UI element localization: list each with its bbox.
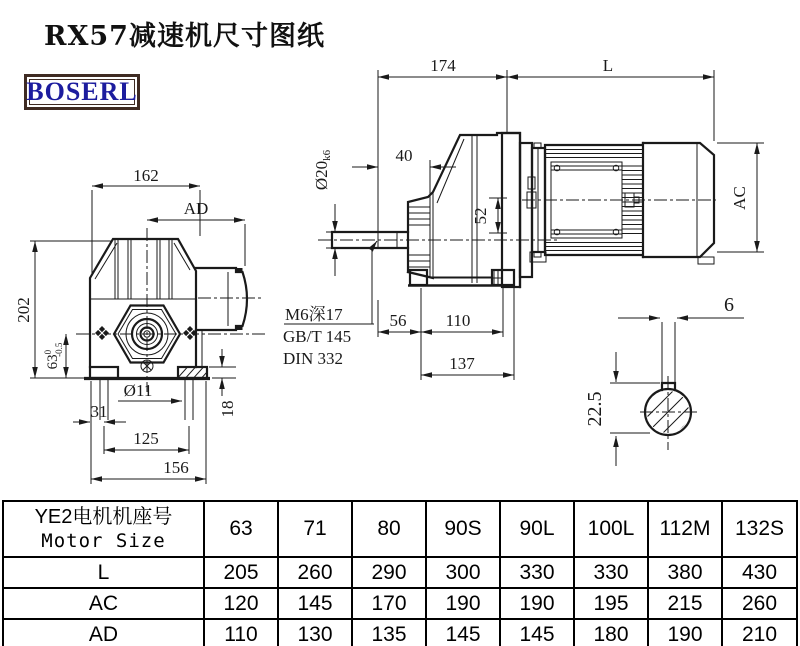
side-view-dimensions	[283, 56, 764, 380]
dim-137: 137	[449, 354, 475, 373]
note-din: DIN 332	[283, 349, 343, 368]
dim-18: 18	[218, 400, 237, 418]
dim-AC: AC	[730, 186, 749, 210]
logo-text: BOSERL	[26, 77, 138, 106]
front-view-drawing	[14, 166, 266, 484]
dim-110: 110	[445, 311, 471, 330]
dim-202: 202	[14, 297, 33, 323]
shaft-section-detail	[584, 294, 744, 466]
table-header-row	[3, 501, 797, 557]
dim-156: 156	[163, 458, 189, 477]
dim-6: 6	[724, 294, 734, 316]
col-112M: 112M	[648, 501, 722, 557]
dim-162: 162	[133, 166, 159, 185]
cell-L-132S: 430	[722, 557, 797, 588]
dim-31: 31	[90, 402, 108, 421]
cell-L-80: 290	[352, 557, 426, 588]
cell-AC-80: 170	[352, 588, 426, 619]
cell-AC-71: 145	[278, 588, 352, 619]
table-row-AD	[3, 619, 797, 646]
dim-125: 125	[133, 429, 159, 448]
dim-dia11: Ø11	[123, 381, 153, 400]
bolt-left	[95, 326, 109, 340]
dim-shaft: Ø20k6	[312, 149, 333, 191]
motor-size-table	[2, 500, 798, 646]
col-71: 71	[278, 501, 352, 557]
table-header-en: Motor Size	[41, 529, 166, 552]
cell-AD-63: 110	[204, 619, 278, 646]
cell-AC-90S: 190	[426, 588, 500, 619]
dim-63: $63^0-0.5$	[43, 342, 64, 370]
dim-174: 174	[430, 56, 456, 75]
dim-56: 56	[389, 311, 407, 330]
row-label-AC: AC	[3, 588, 204, 619]
cell-AD-90S: 145	[426, 619, 500, 646]
cell-AC-132S: 260	[722, 588, 797, 619]
col-90S: 90S	[426, 501, 500, 557]
cell-L-90S: 300	[426, 557, 500, 588]
cell-AD-80: 135	[352, 619, 426, 646]
cell-AD-112M: 190	[648, 619, 722, 646]
page-title: RX57减速机尺寸图纸	[44, 21, 325, 52]
row-label-AD: AD	[3, 619, 204, 646]
dim-52: 52	[471, 207, 490, 225]
cell-L-63: 205	[204, 557, 278, 588]
cell-L-71: 260	[278, 557, 352, 588]
cell-AC-100L: 195	[574, 588, 648, 619]
dim-40: 40	[395, 146, 413, 165]
col-63: 63	[204, 501, 278, 557]
table-header-cn: YE2电机机座号	[34, 505, 173, 528]
row-label-L: L	[3, 557, 204, 588]
cell-AC-90L: 190	[500, 588, 574, 619]
dim-22-5: 22.5	[584, 391, 606, 427]
col-90L: 90L	[500, 501, 574, 557]
cell-AD-100L: 180	[574, 619, 648, 646]
cell-AD-132S: 210	[722, 619, 797, 646]
cell-L-112M: 380	[648, 557, 722, 588]
col-80: 80	[352, 501, 426, 557]
front-view-dimensions	[14, 166, 245, 484]
key-detail-dimensions	[584, 294, 744, 466]
note-m6: M6深17	[285, 305, 343, 324]
table-row-AC	[3, 588, 797, 619]
cell-L-100L: 330	[574, 557, 648, 588]
table-row-L	[3, 557, 797, 588]
col-132S: 132S	[722, 501, 797, 557]
col-100L: 100L	[574, 501, 648, 557]
cell-L-90L: 330	[500, 557, 574, 588]
cell-AC-63: 120	[204, 588, 278, 619]
cell-AD-71: 130	[278, 619, 352, 646]
note-gbt: GB/T 145	[283, 327, 352, 346]
cell-AD-90L: 145	[500, 619, 574, 646]
dim-AD: AD	[183, 199, 209, 218]
cell-AC-112M: 215	[648, 588, 722, 619]
table-header-motor-size	[3, 501, 204, 557]
dim-L: L	[602, 56, 614, 75]
side-view-drawing	[283, 56, 764, 380]
